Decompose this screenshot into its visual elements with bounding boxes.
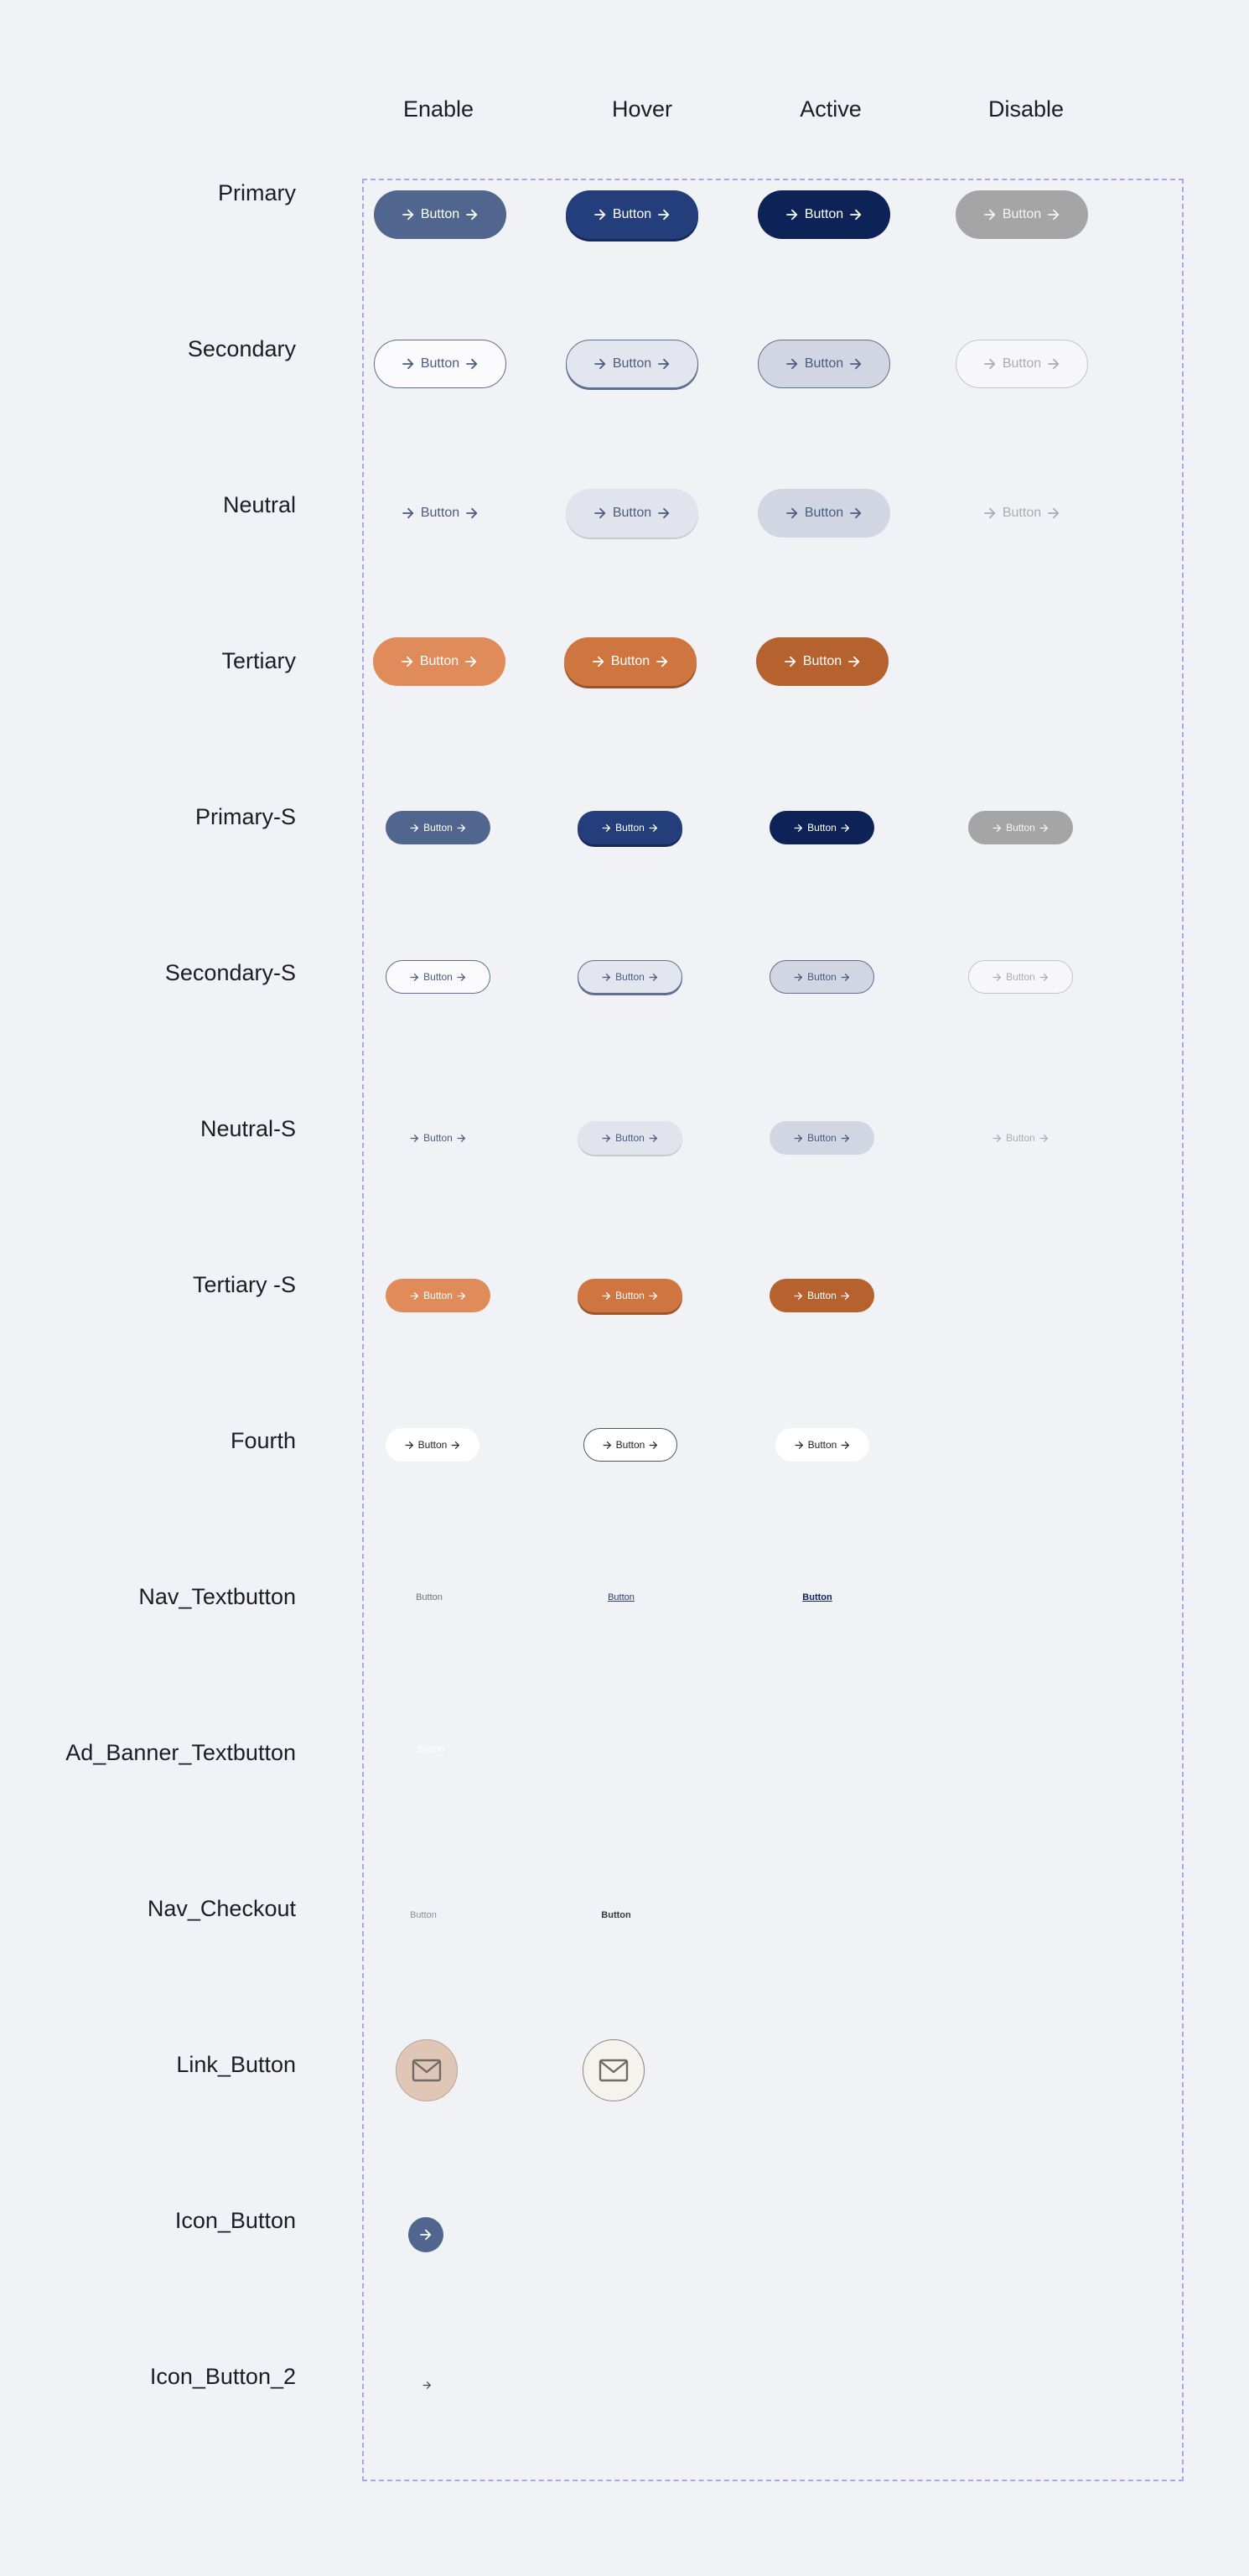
arrow-right-icon	[422, 2380, 433, 2391]
row-label-nav-textbutton: Nav_Textbutton	[138, 1584, 296, 1609]
arrow-right-icon	[401, 506, 416, 521]
neutral-s-button-enable[interactable]	[386, 1121, 490, 1155]
arrow-right-icon	[601, 972, 612, 983]
button-label: Button	[615, 971, 645, 983]
tertiary-button-enable[interactable]	[373, 637, 505, 686]
arrow-right-icon	[840, 823, 851, 834]
arrow-right-icon	[450, 1440, 461, 1451]
arrow-right-icon	[793, 972, 804, 983]
button-label: Button	[804, 506, 844, 520]
button-label: Button	[615, 1439, 645, 1451]
arrow-right-icon	[785, 356, 800, 371]
arrow-right-icon	[601, 1133, 612, 1144]
arrow-right-icon	[785, 207, 800, 222]
row-label-secondary: Secondary	[187, 336, 296, 361]
button-label: Button	[615, 822, 645, 834]
column-header-hover: Hover	[611, 96, 673, 122]
tertiary-s-button-hover[interactable]	[578, 1279, 682, 1312]
arrow-right-icon	[848, 506, 863, 521]
button-label: Button	[1006, 1132, 1035, 1144]
row-label-tertiary: Tertiary	[221, 648, 296, 673]
arrow-right-icon	[840, 1291, 851, 1301]
arrow-right-icon	[982, 506, 998, 521]
arrow-right-icon	[1039, 1133, 1049, 1144]
arrow-right-icon	[648, 823, 659, 834]
arrow-right-icon	[456, 1133, 467, 1144]
arrow-right-icon	[409, 972, 420, 983]
button-label: Button	[807, 971, 837, 983]
arrow-right-icon	[464, 654, 479, 669]
arrow-right-icon	[409, 1291, 420, 1301]
button-label: Button	[807, 1439, 837, 1451]
arrow-right-icon	[847, 654, 862, 669]
arrow-right-icon	[1039, 823, 1049, 834]
row-label-primary-s: Primary-S	[195, 804, 296, 829]
arrow-right-icon	[793, 823, 804, 834]
button-label: Button	[1006, 971, 1035, 983]
primary-button-enable[interactable]	[374, 190, 506, 239]
arrow-right-icon	[794, 1440, 805, 1451]
arrow-right-icon	[418, 2227, 433, 2242]
neutral-s-button-active[interactable]	[770, 1121, 874, 1155]
tertiary-s-button-enable[interactable]	[386, 1279, 490, 1312]
row-label-tertiary-s: Tertiary -S	[192, 1272, 296, 1297]
nav-textbutton-enable[interactable]: Button	[416, 1592, 443, 1602]
fourth-button-enable[interactable]	[386, 1428, 479, 1462]
button-label: Button	[615, 1290, 645, 1301]
button-label: Button	[807, 822, 837, 834]
tertiary-s-button-active[interactable]	[770, 1279, 874, 1312]
row-label-link-button: Link_Button	[176, 2052, 296, 2077]
arrow-right-icon	[648, 972, 659, 983]
arrow-right-icon	[1046, 356, 1061, 371]
button-label: Button	[1002, 356, 1042, 371]
nav-textbutton-active[interactable]: Button	[802, 1592, 832, 1602]
secondary-s-button-enable[interactable]	[386, 960, 490, 994]
primary-button-disable	[956, 190, 1088, 239]
button-label: Button	[610, 654, 650, 668]
arrow-right-icon	[793, 1133, 804, 1144]
arrow-right-icon	[591, 654, 606, 669]
arrow-right-icon	[464, 207, 479, 222]
secondary-button-hover[interactable]	[566, 340, 698, 388]
button-label: Button	[615, 1132, 645, 1144]
arrow-right-icon	[992, 823, 1003, 834]
primary-button-hover[interactable]	[566, 190, 698, 239]
arrow-right-icon	[1039, 972, 1049, 983]
button-label: Button	[1002, 207, 1042, 221]
ad-banner-textbutton-enable[interactable]: Button	[417, 1744, 444, 1754]
arrow-right-icon	[848, 356, 863, 371]
row-label-primary: Primary	[218, 180, 296, 205]
arrow-right-icon	[982, 207, 998, 222]
row-label-secondary-s: Secondary-S	[164, 960, 296, 985]
secondary-s-button-disable	[968, 960, 1073, 994]
arrow-right-icon	[401, 356, 416, 371]
secondary-s-button-active[interactable]	[770, 960, 874, 994]
arrow-right-icon	[655, 654, 670, 669]
neutral-s-button-disable	[968, 1121, 1073, 1155]
nav-checkout-hover[interactable]: Button	[601, 1910, 631, 1920]
button-label: Button	[417, 1439, 448, 1451]
button-label: Button	[420, 506, 460, 520]
button-label: Button	[804, 207, 844, 221]
arrow-right-icon	[793, 1291, 804, 1301]
primary-s-button-hover[interactable]	[578, 811, 682, 844]
button-label: Button	[612, 506, 652, 520]
secondary-button-enable[interactable]	[374, 340, 506, 388]
arrow-right-icon	[400, 654, 415, 669]
column-header-active: Active	[800, 96, 862, 122]
row-label-icon-button: Icon_Button	[174, 2208, 296, 2233]
arrow-right-icon	[464, 506, 479, 521]
arrow-right-icon	[656, 356, 671, 371]
arrow-right-icon	[840, 1133, 851, 1144]
button-label: Button	[420, 207, 460, 221]
arrow-right-icon	[648, 1440, 659, 1451]
arrow-right-icon	[593, 356, 608, 371]
arrow-right-icon	[648, 1133, 659, 1144]
neutral-button-disable	[956, 489, 1088, 538]
arrow-right-icon	[1046, 207, 1061, 222]
button-label: Button	[423, 822, 453, 834]
button-label: Button	[419, 654, 459, 668]
row-label-nav-checkout: Nav_Checkout	[147, 1896, 296, 1921]
arrow-right-icon	[785, 506, 800, 521]
arrow-right-icon	[1046, 506, 1061, 521]
icon-button-enable[interactable]	[408, 2217, 443, 2252]
nav-checkout-enable[interactable]: Button	[410, 1910, 437, 1920]
arrow-right-icon	[656, 506, 671, 521]
arrow-right-icon	[601, 1291, 612, 1301]
fourth-button-active[interactable]	[775, 1428, 869, 1462]
button-label: Button	[1006, 822, 1035, 834]
envelope-icon	[412, 2059, 442, 2082]
row-label-icon-button-2: Icon_Button_2	[149, 2364, 296, 2389]
arrow-right-icon	[593, 207, 608, 222]
button-label: Button	[612, 356, 652, 371]
arrow-right-icon	[840, 1440, 851, 1451]
arrow-right-icon	[464, 356, 479, 371]
arrow-right-icon	[409, 823, 420, 834]
row-label-fourth: Fourth	[230, 1428, 296, 1453]
button-label: Button	[807, 1132, 837, 1144]
arrow-right-icon	[840, 972, 851, 983]
arrow-right-icon	[593, 506, 608, 521]
primary-button-active[interactable]	[758, 190, 890, 239]
arrow-right-icon	[456, 1291, 467, 1301]
tertiary-button-hover[interactable]	[564, 637, 697, 686]
button-label: Button	[423, 971, 453, 983]
nav-textbutton-hover[interactable]: Button	[608, 1592, 635, 1602]
primary-s-button-enable[interactable]	[386, 811, 490, 844]
tertiary-button-active[interactable]	[756, 637, 889, 686]
button-label: Button	[423, 1132, 453, 1144]
button-label: Button	[612, 207, 652, 221]
button-label: Button	[807, 1290, 837, 1301]
neutral-s-button-hover[interactable]	[578, 1121, 682, 1155]
envelope-icon	[599, 2059, 629, 2082]
neutral-button-active[interactable]	[758, 489, 890, 538]
primary-s-button-disable	[968, 811, 1073, 844]
link-button-enable[interactable]	[396, 2039, 458, 2101]
arrow-right-icon	[848, 207, 863, 222]
arrow-right-icon	[656, 207, 671, 222]
neutral-button-enable[interactable]	[374, 489, 506, 538]
arrow-right-icon	[404, 1440, 415, 1451]
button-label: Button	[420, 356, 460, 371]
secondary-s-button-hover[interactable]	[578, 960, 682, 994]
arrow-right-icon	[456, 823, 467, 834]
arrow-right-icon	[401, 207, 416, 222]
column-header-enable: Enable	[402, 96, 474, 122]
arrow-right-icon	[648, 1291, 659, 1301]
row-label-ad-banner-textbutton: Ad_Banner_Textbutton	[65, 1740, 296, 1765]
arrow-right-icon	[783, 654, 798, 669]
icon-button-2-enable[interactable]	[417, 2375, 437, 2395]
arrow-right-icon	[602, 1440, 613, 1451]
arrow-right-icon	[992, 972, 1003, 983]
button-label: Button	[802, 654, 842, 668]
fourth-button-hover[interactable]	[583, 1428, 677, 1462]
row-label-neutral: Neutral	[222, 492, 296, 517]
arrow-right-icon	[982, 356, 998, 371]
button-label: Button	[1002, 506, 1042, 520]
row-label-neutral-s: Neutral-S	[200, 1116, 296, 1141]
secondary-button-active[interactable]	[758, 340, 890, 388]
primary-s-button-active[interactable]	[770, 811, 874, 844]
arrow-right-icon	[456, 972, 467, 983]
arrow-right-icon	[601, 823, 612, 834]
secondary-button-disable	[956, 340, 1088, 388]
button-label: Button	[423, 1290, 453, 1301]
column-header-disable: Disable	[987, 96, 1065, 122]
link-button-hover[interactable]	[583, 2039, 645, 2101]
arrow-right-icon	[992, 1133, 1003, 1144]
button-label: Button	[804, 356, 844, 371]
neutral-button-hover[interactable]	[566, 489, 698, 538]
arrow-right-icon	[409, 1133, 420, 1144]
